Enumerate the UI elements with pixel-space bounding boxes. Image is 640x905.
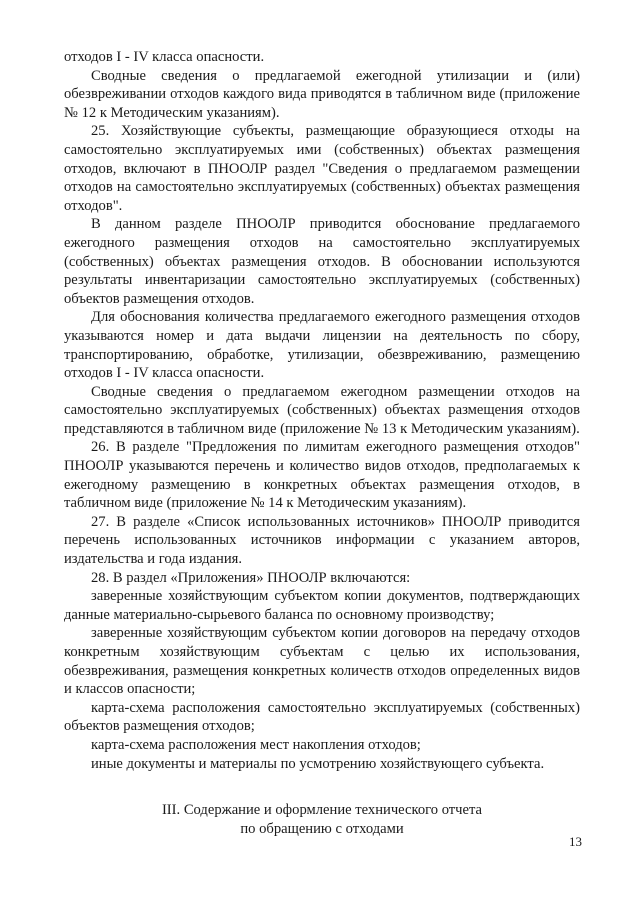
paragraph: 28. В раздел «Приложения» ПНООЛР включаются: bbox=[91, 569, 411, 586]
section-heading bbox=[64, 801, 580, 838]
paragraph: 26. В разделе "Предложения по лимитам ежегодного размещения отходов" ПНООЛР указываются перечень и количество видов отходов, предполагаемых к ежегодному размещению в конкретных объектах размещения отходов, в табличном виде (приложение № 14 к Методическим указаниям). bbox=[64, 439, 580, 512]
document-page bbox=[64, 48, 580, 838]
list-item: иные документы и материалы по усмотрению хозяйствующего субъекта. bbox=[91, 755, 545, 772]
paragraph: отходов I - IV класса опасности. bbox=[64, 49, 265, 65]
list-item: заверенные хозяйствующим субъектом копии договоров на передачу отходов конкретным хозяйствующим субъектам с целью их использования, обезвреживания, размещения конкретных количеств отходов определенных видов и классов опасности; bbox=[64, 625, 580, 698]
paragraph: Для обоснования количества предлагаемого ежегодного размещения отходов указываются номер и дата выдачи лицензии на деятельность по сбору, транспортированию, обработке, утилизации, обезвреживанию, размещению отходов I - IV класса опасности. bbox=[64, 309, 580, 382]
list-item: заверенные хозяйствующим субъектом копии документов, подтверждающих данные материально-сырьевого баланса по основному производству; bbox=[64, 588, 580, 623]
page-number: 13 bbox=[569, 834, 582, 849]
paragraph: Сводные сведения о предлагаемой ежегодной утилизации и (или) обезвреживании отходов каждого вида приводятся в табличном виде (приложение № 12 к Методическим указаниям). bbox=[64, 67, 580, 121]
paragraph: 25. Хозяйствующие субъекты, размещающие образующиеся отходы на самостоятельно эксплуатируемых ими (собственных) объектах размещения отходов, включают в ПНООЛР раздел "Сведения о предлагаемом размещении отходов на самостоятельно эксплуатируемых (собственных) объектах размещения отходов". bbox=[64, 123, 580, 214]
section-heading-line-1: III. Содержание и оформление технического отчета bbox=[161, 802, 483, 819]
paragraph: Сводные сведения о предлагаемом ежегодном размещении отходов на самостоятельно эксплуатируемых (собственных) объектах размещения отходов представляются в табличном виде (приложение № 13 к Методическим указаниям). bbox=[64, 383, 580, 437]
paragraph: В данном разделе ПНООЛР приводится обоснование предлагаемого ежегодного размещения отходов на самостоятельно эксплуатируемых (собственных) объектах размещения отходов. В обосновании используются результаты инвентаризации самостоятельно эксплуатируемых (собственных) объектов размещения отходов. bbox=[64, 216, 580, 307]
list-item: карта-схема расположения мест накопления отходов; bbox=[91, 736, 421, 753]
paragraph: 27. В разделе «Список использованных источников» ПНООЛР приводится перечень использованных источников информации с указанием авторов, издательства и года издания. bbox=[64, 513, 580, 568]
list-item: карта-схема расположения самостоятельно эксплуатируемых (собственных) объектов размещения отходов; bbox=[64, 699, 580, 735]
section-heading-line-2: по обращению с отходами bbox=[240, 820, 404, 837]
